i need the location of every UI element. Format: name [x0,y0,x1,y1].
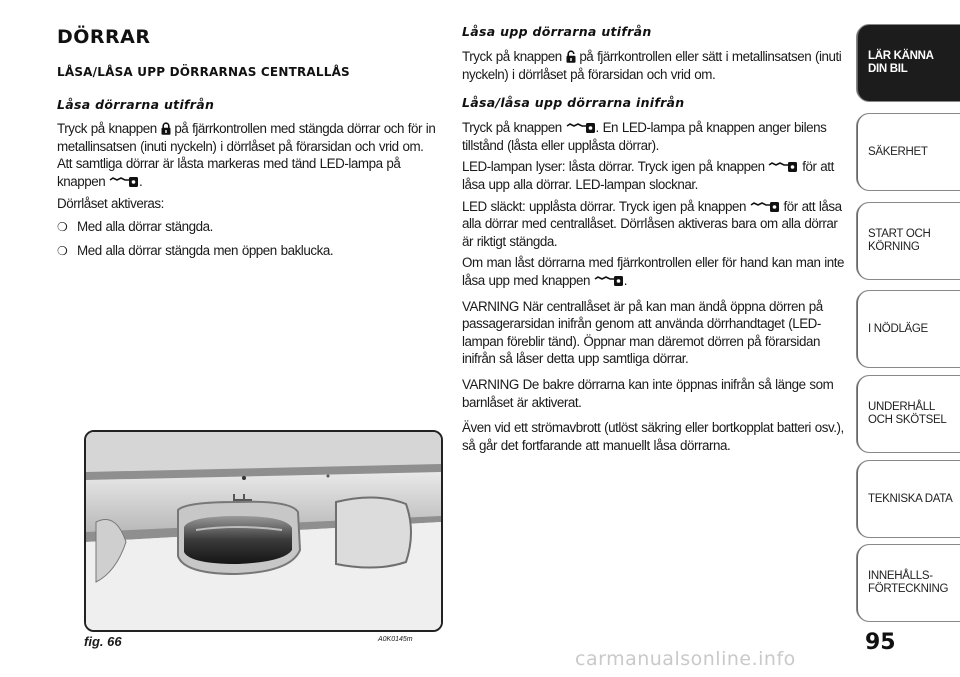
central-lock-key-icon [594,274,624,287]
left-column [57,26,437,260]
right-column [462,24,846,454]
figure-door-lock-button [84,430,443,632]
central-lock-key-icon [768,160,798,173]
paragraph-activation: Dörrlåset aktiveras: [57,196,164,212]
tab-sakerhet[interactable]: SÄKERHET [857,114,960,190]
tab-i-nodlage[interactable]: I NÖDLÄGE [857,291,960,367]
paragraph-lock-outside: Tryck på knappen på fjärrkontrollen med stängda dörrar och för in metallinsatsen (inuti nyckeln) i dörrlåset på förarsidan och vrid om. Att samtliga dörrar är låsta markeras med tänd LED-lampa på knappen . [57,121,436,189]
paragraph-inside-button: Tryck på knappen . En LED-lampa på knappen anger bilens tillstånd (låsta eller upplåsta dörrar). [462,120,827,153]
central-lock-key-icon [750,200,780,213]
figure-code: A0K0145m [378,636,413,643]
padlock-icon [161,122,171,135]
central-lock-key-icon [566,121,596,134]
paragraph-power-failure: Även vid ett strömavbrott (utlöst säkring eller bortkopplat batteri osv.), så går det fortfarande att manuellt låsa dörrarna. [462,420,844,453]
padlock-open-icon [566,50,576,63]
page-number: 95 [865,630,896,655]
section-title: LÅSA/LÅSA UPP DÖRRARNAS CENTRALLÅS [57,65,350,79]
tab-tekniska-data[interactable]: TEKNISKA DATA [857,461,960,537]
subsection-title-inside: Låsa/låsa upp dörrarna inifrån [462,95,685,111]
chapter-tabs [857,25,960,635]
paragraph-led-off: LED släckt: upplåsta dörrar. Tryck igen på knappen för att låsa alla dörrar med centrallåset. Dörrlåsen aktiveras bara om alla dörrar är riktigt stängda. [462,198,842,249]
door-lock-button-photo [86,432,441,630]
warning-central-lock: VARNING När centrallåset är på kan man ändå öppna dörren på passagerarsidan inifrån genom att använda dörrhandtaget (LED-lampan föreblir tänd). Öppnar man däremot dörren på förarsidan inifrån så låser detta upp samtliga dörrar. [462,298,823,367]
tab-start-och-korning[interactable]: START OCH KÖRNING [857,203,960,279]
bullet-circle-icon: ❍ [57,219,68,234]
subsection-title-unlock-outside: Låsa upp dörrarna utifrån [462,24,652,39]
tab-innehallsforteckning[interactable]: INNEHÅLLS- FÖRTECKNING [857,545,960,621]
page-title: DÖRRAR [57,26,151,48]
bullet-item-1: ❍ Med alla dörrar stängda. [57,218,437,237]
watermark: carmanualsonline.info [575,648,796,670]
central-lock-key-icon [109,175,139,188]
bullet-item-2: ❍ Med alla dörrar stängda men öppen baklucka. [57,242,437,261]
tab-underhall-och-skotsel[interactable]: UNDERHÅLL OCH SKÖTSEL [857,376,960,452]
warning-child-lock: VARNING De bakre dörrarna kan inte öppnas inifrån så länge som barnlåset är aktiverat. [462,376,834,410]
tab-lar-kanna-din-bil[interactable]: LÄR KÄNNA DIN BIL [857,25,960,101]
figure-caption: fig. 66 [84,634,122,649]
subsection-title-lock-outside: Låsa dörrarna utifrån [57,97,215,112]
paragraph-unlock-outside: Tryck på knappen på fjärrkontrollen eller sätt i metallinsatsen (inuti nyckeln) i dörrlåset på förarsidan och vrid om. [462,49,842,82]
bullet-circle-icon: ❍ [57,243,68,258]
paragraph-led-on: LED-lampan lyser: låsta dörrar. Tryck igen på knappen för att låsa upp alla dörrar. LED-lampan slocknar. [462,159,834,192]
paragraph-remote-locked: Om man låst dörrarna med fjärrkontrollen eller för hand kan man inte låsa upp med knappen . [462,255,845,288]
